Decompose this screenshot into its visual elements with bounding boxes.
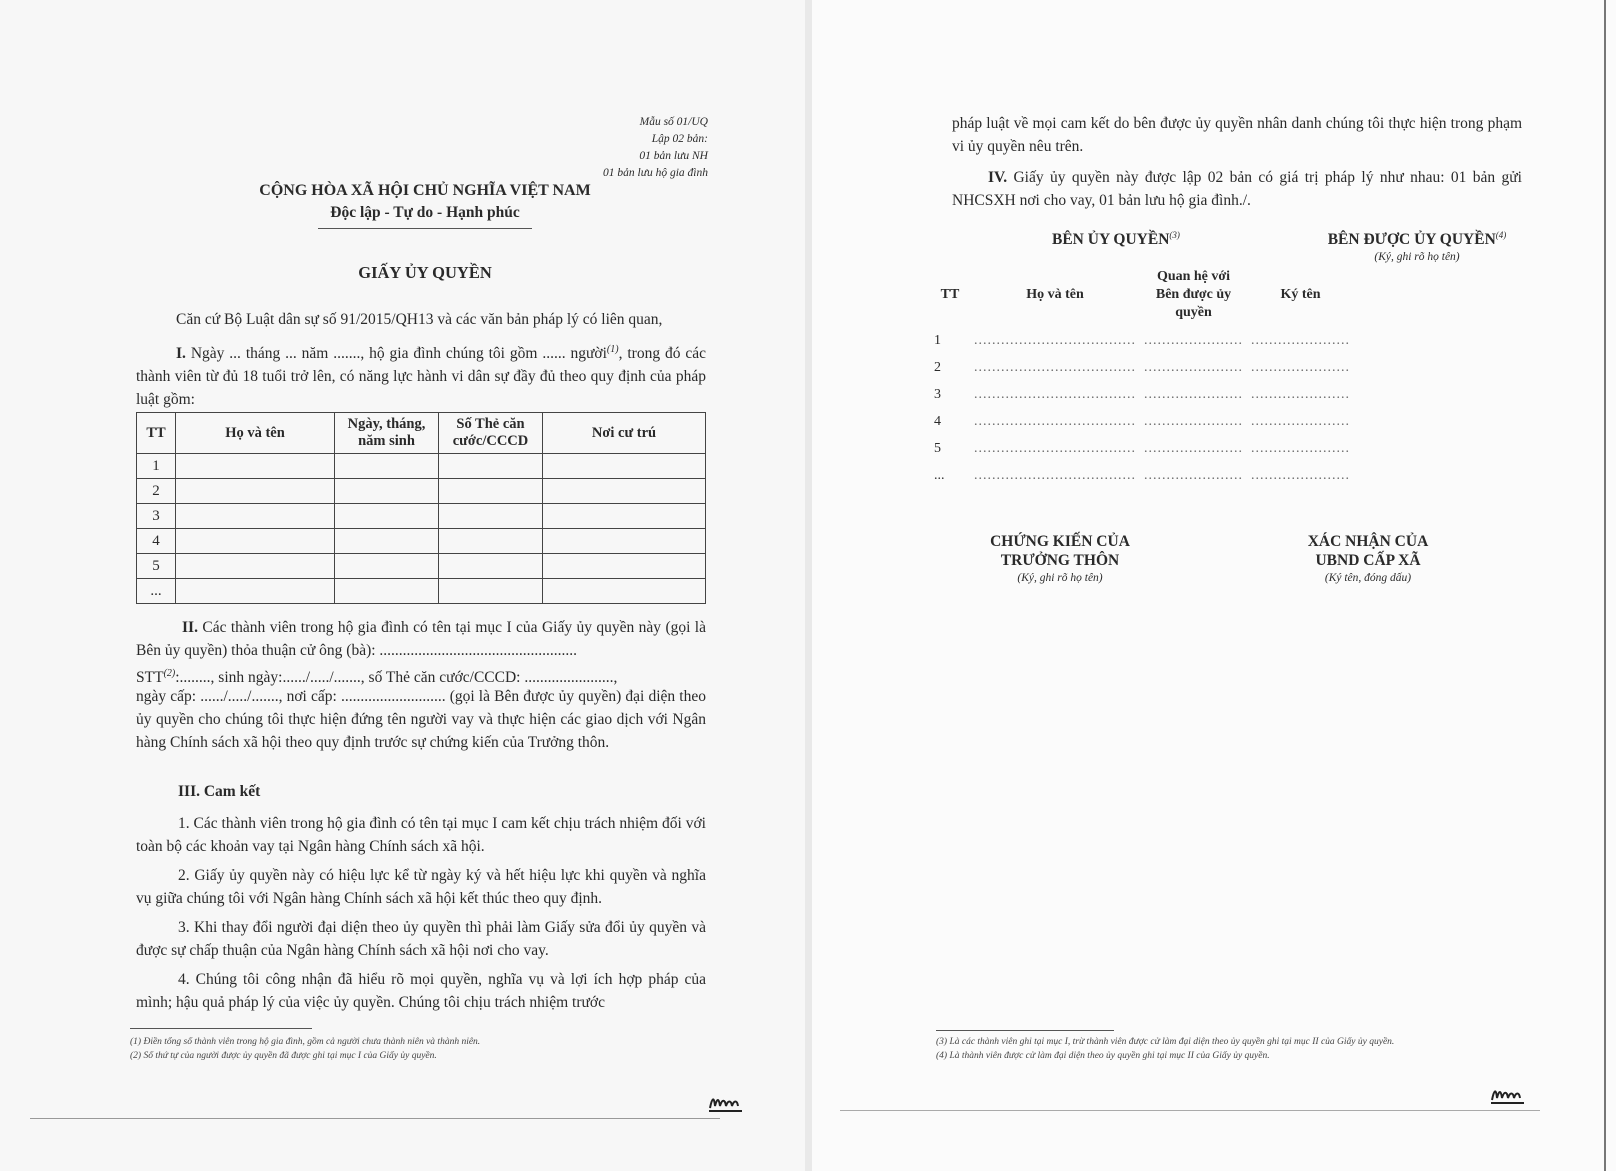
cell-name[interactable]	[176, 554, 335, 579]
cell-id[interactable]	[439, 554, 543, 579]
footnote-ref-1: (1)	[606, 344, 619, 355]
signature-table	[930, 268, 1354, 484]
cell-address[interactable]	[543, 504, 706, 529]
sign-col-tt: TT	[940, 287, 960, 302]
relation-dots[interactable]: ......................	[1144, 333, 1243, 348]
confirmation-note: (Ký tên, đóng dấu)	[1324, 572, 1412, 584]
footnote-ref-4: (4)	[1495, 230, 1507, 240]
commitment-4: 4. Chúng tôi công nhận đã hiểu rõ mọi quyền, nghĩa vụ và lợi ích hợp pháp của mình; hậu quả pháp lý của việc ủy quyền. Chúng tôi chịu trách nhiệm trước	[136, 971, 706, 1011]
initials-mark	[1490, 1084, 1526, 1106]
bottom-scan-line	[30, 1118, 720, 1119]
table-row	[930, 457, 1354, 484]
cell-name[interactable]	[176, 504, 335, 529]
national-header: CỘNG HÒA XÃ HỘI CHỦ NGHĨA VIỆT NAM	[259, 182, 591, 199]
table-row	[930, 403, 1354, 430]
section-4-label: IV.	[988, 169, 1008, 186]
witness-note: (Ký, ghi rõ họ tên)	[1017, 572, 1103, 584]
col-name: Họ và tên	[176, 413, 335, 454]
name-dots[interactable]: ....................................	[974, 414, 1136, 429]
name-dots[interactable]: ....................................	[974, 468, 1136, 483]
sign-dots[interactable]: ......................	[1251, 333, 1350, 348]
section-1	[136, 338, 706, 411]
section-3-title: III. Cam kết	[178, 783, 261, 800]
commitment-2: 2. Giấy ủy quyền này có hiệu lực kể từ ngày ký và hết hiệu lực khi quyền và nghĩa vụ giữa chúng tôi với Ngân hàng Chính sách xã hội kết thúc theo quy định.	[136, 867, 706, 907]
row-number: 5	[934, 441, 941, 456]
row-number: 1	[137, 454, 176, 479]
cell-id[interactable]	[439, 504, 543, 529]
sign-dots[interactable]: ......................	[1251, 387, 1350, 402]
row-number: 2	[934, 360, 941, 375]
witness-title-2: TRƯỞNG THÔN	[1000, 552, 1120, 569]
row-number: ...	[137, 579, 176, 604]
name-dots[interactable]: ....................................	[974, 387, 1136, 402]
row-number: 3	[137, 504, 176, 529]
cell-birth[interactable]	[335, 479, 439, 504]
cell-address[interactable]	[543, 554, 706, 579]
sign-col-sign: Ký tên	[1280, 287, 1321, 302]
section-4	[952, 166, 1522, 212]
section-2	[136, 616, 706, 662]
table-row	[137, 554, 706, 579]
cell-id[interactable]	[439, 479, 543, 504]
table-row	[930, 349, 1354, 376]
table-row	[137, 479, 706, 504]
right-edge-shadow	[1604, 0, 1606, 1171]
motto-underline	[318, 228, 532, 229]
sign-dots[interactable]: ......................	[1251, 468, 1350, 483]
grantee-note: (Ký, ghi rõ họ tên)	[1374, 251, 1460, 263]
relation-dots[interactable]: ......................	[1144, 387, 1243, 402]
copies-count: Lập 02 bản:	[651, 133, 708, 145]
section-2-label: II.	[182, 619, 198, 636]
footnote-4: (4) Là thành viên được cử làm đại diện theo ủy quyền ghi tại mục II của Giấy ủy quyền.	[936, 1051, 1270, 1061]
sign-col-relation: Quan hệ với Bên được ủy quyền	[1155, 269, 1232, 320]
row-number: ...	[934, 468, 945, 483]
national-motto: Độc lập - Tự do - Hạnh phúc	[330, 204, 520, 221]
relation-dots[interactable]: ......................	[1144, 441, 1243, 456]
row-number: 4	[934, 414, 941, 429]
section-1-line1: Ngày ... tháng ... năm ......., hộ gia đình chúng tôi gồm ...... người	[185, 345, 607, 363]
section-2-id-text: :........, sinh ngày:....../...../......., số Thẻ căn cước/CCCD: .......................,	[175, 669, 618, 687]
col-tt: TT	[137, 413, 176, 454]
commitment-3: 3. Khi thay đổi người đại diện theo ủy quyền thì phải làm Giấy sửa đổi ủy quyền và được sự chấp thuận của Ngân hàng Chính sách xã hội nơi cho vay.	[136, 919, 706, 959]
relation-dots[interactable]: ......................	[1144, 360, 1243, 375]
section-2-text: Các thành viên trong hộ gia đình có tên tại mục I của Giấy ủy quyền này (gọi là Bên ủy quyền) thỏa thuận cử ông (bà): ...................................................	[136, 619, 706, 659]
row-number: 5	[137, 554, 176, 579]
footnote-separator	[130, 1028, 312, 1029]
members-table	[136, 412, 706, 604]
cell-id[interactable]	[439, 579, 543, 604]
initials-signature-left	[708, 1092, 744, 1119]
grantee-heading	[1312, 230, 1522, 249]
table-row	[930, 376, 1354, 403]
initials-mark	[708, 1092, 744, 1114]
confirmation-title-2: UBND CẤP XÃ	[1315, 552, 1421, 569]
table-row	[930, 430, 1354, 457]
copy-bank: 01 bản lưu NH	[639, 150, 708, 162]
members-table-header	[137, 413, 706, 454]
section-1-rest: trong đó các thành viên từ đủ 18 tuổi trở lên, có năng lực hành vi dân sự đầy đủ theo quy định của pháp luật gồm:	[136, 345, 707, 409]
row-number: 1	[934, 333, 941, 348]
table-row	[137, 454, 706, 479]
grantee-label: BÊN ĐƯỢC ỦY QUYỀN	[1327, 231, 1496, 249]
bottom-scan-line-right	[840, 1110, 1540, 1111]
witness-title-1: CHỨNG KIẾN CỦA	[990, 533, 1130, 550]
document-title: GIẤY ỦY QUYỀN	[358, 263, 492, 282]
cell-birth[interactable]	[335, 504, 439, 529]
relation-dots[interactable]: ......................	[1144, 414, 1243, 429]
cell-birth[interactable]	[335, 579, 439, 604]
cell-name[interactable]	[176, 454, 335, 479]
initials-signature-right	[1490, 1084, 1526, 1111]
cell-id[interactable]	[439, 529, 543, 554]
name-dots[interactable]: ....................................	[974, 441, 1136, 456]
form-code: Mẫu số 01/UQ	[639, 116, 708, 128]
sign-dots[interactable]: ......................	[1251, 441, 1350, 456]
cell-name[interactable]	[176, 529, 335, 554]
footnote-2: (2) Số thứ tự của người được ủy quyền đã được ghi tại mục I của Giấy ủy quyền.	[130, 1051, 437, 1061]
confirmation-title-1: XÁC NHẬN CỦA	[1307, 533, 1429, 550]
sign-dots[interactable]: ......................	[1251, 360, 1350, 375]
row-number: 4	[137, 529, 176, 554]
row-number: 2	[137, 479, 176, 504]
cell-address[interactable]	[543, 454, 706, 479]
cell-name[interactable]	[176, 579, 335, 604]
cell-birth[interactable]	[335, 529, 439, 554]
cell-address[interactable]	[543, 579, 706, 604]
continuation-text: pháp luật về mọi cam kết do bên được ủy quyền nhân danh chúng tôi thực hiện trong phạm vi ủy quyền nêu trên.	[952, 115, 1522, 155]
section-1-comma: ,	[618, 345, 623, 363]
table-row	[930, 322, 1354, 349]
name-dots[interactable]: ....................................	[974, 333, 1136, 348]
sign-col-name: Họ và tên	[1026, 287, 1084, 302]
relation-dots[interactable]: ......................	[1144, 468, 1243, 483]
footnote-1: (1) Điền tổng số thành viên trong hộ gia đình, gồm cả người chưa thành niên và thành niên.	[130, 1037, 481, 1047]
row-number: 3	[934, 387, 941, 402]
cell-name[interactable]	[176, 479, 335, 504]
copy-household: 01 bản lưu hộ gia đình	[603, 167, 708, 179]
cell-birth[interactable]	[335, 454, 439, 479]
witness-block	[960, 532, 1160, 586]
footnote-ref-3: (3)	[1169, 230, 1180, 240]
commitment-1: 1. Các thành viên trong hộ gia đình có tên tại mục I cam kết chịu trách nhiệm đối với toàn bộ các khoản vay tại Ngân hàng Chính sách xã hội.	[136, 815, 706, 855]
cell-address[interactable]	[543, 529, 706, 554]
col-birth: Ngày, tháng, năm sinh	[335, 413, 439, 454]
col-address: Nơi cư trú	[543, 413, 706, 454]
stt-label: STT	[136, 669, 164, 687]
intro-text: Căn cứ Bộ Luật dân sự số 91/2015/QH13 và các văn bản pháp lý có liên quan,	[176, 311, 663, 328]
signature-table-header	[930, 268, 1354, 322]
cell-address[interactable]	[543, 479, 706, 504]
form-info	[520, 114, 708, 182]
footnote-3: (3) Là các thành viên ghi tại mục I, trừ thành viên được cử làm đại diện theo ủy quyền ghi tại mục II của Giấy ủy quyền.	[936, 1037, 1395, 1047]
page-gutter	[805, 0, 812, 1171]
table-row	[137, 504, 706, 529]
footnote-ref-2: (2)	[163, 668, 176, 679]
table-row	[137, 529, 706, 554]
section-1-label: I.	[176, 345, 186, 363]
footnote-separator-right	[936, 1030, 1114, 1031]
name-dots[interactable]: ....................................	[974, 360, 1136, 375]
grantor-label: BÊN ỦY QUYỀN	[1052, 231, 1170, 249]
col-id: Số Thẻ căn cước/CCCD	[439, 413, 543, 454]
section-4-text: Giấy ủy quyền này được lập 02 bản có giá trị pháp lý như nhau: 01 bản gửi NHCSXH nơi cho vay, 01 bản lưu hộ gia đình./.	[952, 169, 1522, 209]
cell-id[interactable]	[439, 454, 543, 479]
confirmation-block	[1268, 532, 1468, 586]
section-2-rest: ngày cấp: ....../...../......., nơi cấp: ........................... (gọi là Bên được ủy quyền) đại diện theo ủy quyền cho chúng tôi thực hiện đứng tên người vay và thực hiện các giao dịch với Ngân hàng Chính sách xã hội theo quy định trước sự chứng kiến của Trưởng thôn.	[136, 688, 706, 751]
table-row	[137, 579, 706, 604]
grantor-heading	[1052, 230, 1180, 249]
sign-dots[interactable]: ......................	[1251, 414, 1350, 429]
cell-birth[interactable]	[335, 554, 439, 579]
